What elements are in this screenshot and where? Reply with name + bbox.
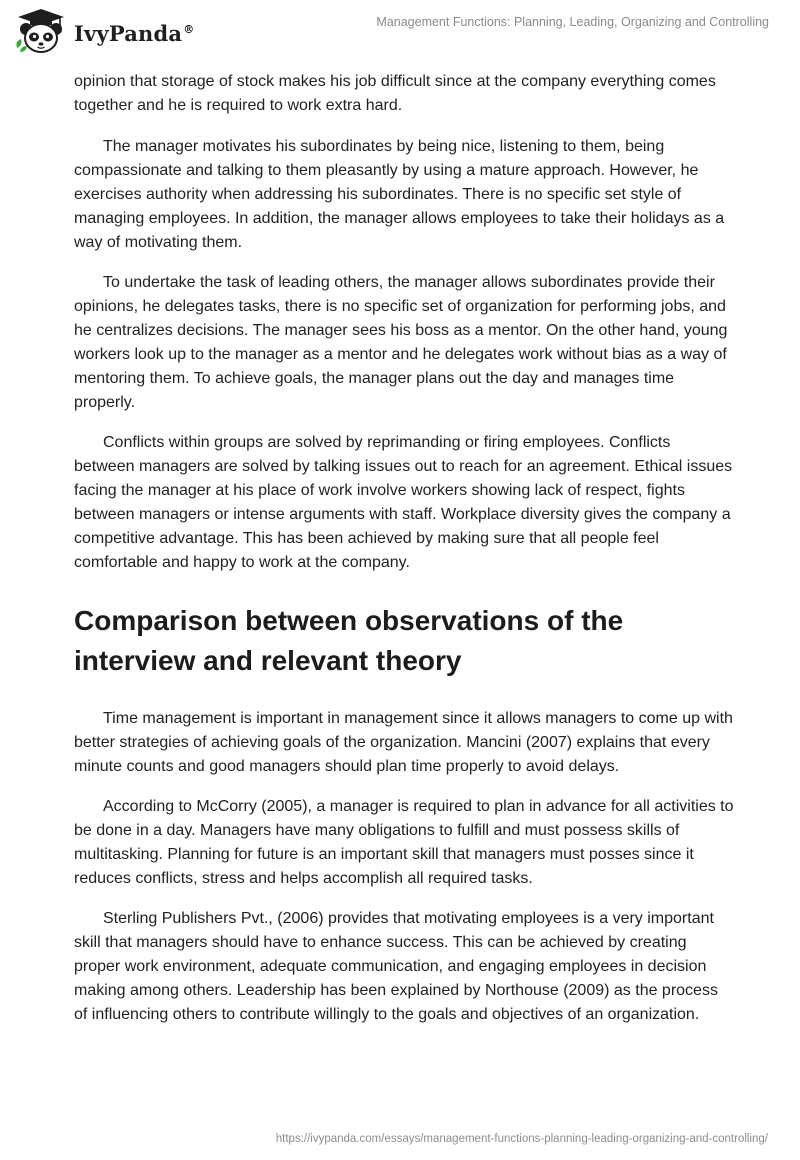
paragraph-time-management: Time management is important in management since it allows managers to come up with better strategies of achieving goals of the organization. Mancini (2007) explains that every minute counts and good managers should plan time properly to avoid delays. xyxy=(74,710,733,775)
page-header xyxy=(0,0,800,60)
registered-mark: ® xyxy=(183,22,195,36)
essay-content xyxy=(74,70,734,1043)
brand-name: IvyPanda® xyxy=(74,20,195,46)
paragraph-continued: opinion that storage of stock makes his job difficult since at the company everything comes together and he is required to work extra hard. xyxy=(74,73,716,114)
ivypanda-logo[interactable] xyxy=(14,8,194,54)
panda-graduate-icon xyxy=(14,8,68,54)
paragraph-conflicts: Conflicts within groups are solved by reprimanding or firing employees. Conflicts between managers are solved by talking issues out to reach for an agreement. Ethical issues facing the manager at his place of work involve workers showing lack of respect, fights between managers or intense arguments with staff. Workplace diversity gives the company a competitive advantage. This has been achieved by making sure that all people feel comfortable and happy to work at the company. xyxy=(74,434,733,571)
paragraph-motivating-employees: Sterling Publishers Pvt., (2006) provides that motivating employees is a very important skill that managers should have to enhance success. This can be achieved by creating proper work environment, adequate communication, and engaging employees in decision making among others. Leadership has been explained by Northouse (2009) as the process of influencing others to contribute willingly to the goals and objectives of an organization. xyxy=(74,910,718,1023)
source-url[interactable]: https://ivypanda.com/essays/management-functions-planning-leading-organizing-and-controlling/ xyxy=(275,1133,768,1145)
paragraph-planning: According to McCorry (2005), a manager is required to plan in advance for all activities to be done in a day. Managers have many obligations to fulfill and must possess skills of multitasking. Planning for future is an important skill that managers must posses since it reduces conflicts, stress and helps accomplish all required tasks. xyxy=(74,798,734,887)
paragraph-leading: To undertake the task of leading others, the manager allows subordinates provide their opinions, he delegates tasks, there is no specific set of organization for performing jobs, and he centralizes decisions. The manager sees his boss as a mentor. On the other hand, young workers look up to the manager as a mentor and he delegates work without bias as a way of mentoring them. To achieve goals, the manager plans out the day and manages time properly. xyxy=(74,274,728,411)
section-heading: Comparison between observations of the interview and relevant theory xyxy=(74,605,624,676)
document-title: Management Functions: Planning, Leading, Organizing and Controlling xyxy=(376,15,769,29)
paragraph-motivation: The manager motivates his subordinates by being nice, listening to them, being compassionate and talking to them pleasantly by using a mature approach. However, he exercises authority when addressing his subordinates. There is no specific set style of managing employees. In addition, the manager allows employees to take their holidays as a way of motivating them. xyxy=(74,138,725,251)
